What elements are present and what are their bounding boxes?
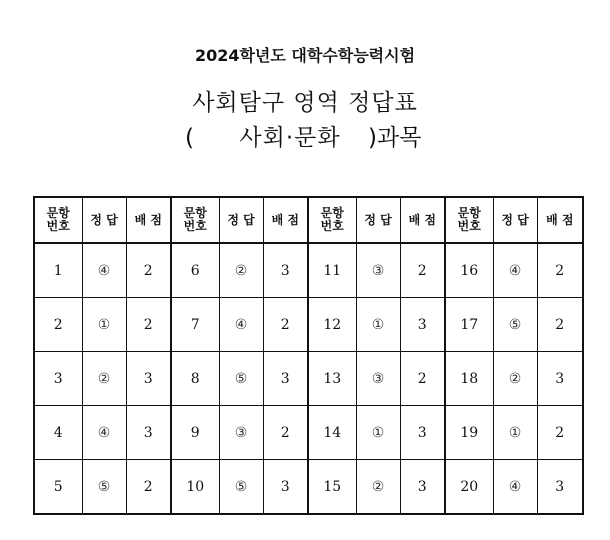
header-answer: 정 답 [356, 197, 400, 243]
answer-cell: ③ [356, 352, 400, 406]
answer-cell: ③ [356, 243, 400, 298]
points-cell: 2 [126, 460, 171, 515]
subject-line [185, 122, 445, 154]
header-points: 배 점 [263, 197, 308, 243]
header-question-number-line2: 번호 [183, 219, 207, 233]
answer-cell: ④ [219, 298, 263, 352]
answer-cell: ① [356, 298, 400, 352]
answer-key-title: 사회탐구 영역 정답표 [192, 90, 418, 116]
header-answer: 정 답 [219, 197, 263, 243]
header-row [34, 197, 583, 243]
header-question-number [445, 197, 493, 243]
points-cell: 3 [537, 460, 583, 515]
question-number-cell: 18 [445, 352, 493, 406]
subject-name: 사회·문화 [239, 125, 341, 151]
answer-cell: ⑤ [219, 352, 263, 406]
points-cell: 2 [263, 406, 308, 460]
table-row [34, 460, 583, 515]
points-cell: 2 [537, 243, 583, 298]
answer-cell: ① [356, 406, 400, 460]
answer-cell: ② [219, 243, 263, 298]
header-question-number-line1: 문항 [46, 206, 70, 220]
subject-paren-open: ( [185, 125, 194, 151]
question-number-cell: 11 [308, 243, 356, 298]
answer-cell: ① [82, 298, 126, 352]
points-cell: 2 [126, 243, 171, 298]
header-question-number-line1: 문항 [183, 206, 207, 220]
answer-cell: ② [493, 352, 537, 406]
header-question-number [171, 197, 219, 243]
question-number-cell: 15 [308, 460, 356, 515]
header-question-number-line1: 문항 [320, 206, 344, 220]
subject-paren-close-label: )과목 [368, 125, 422, 151]
points-cell: 3 [537, 352, 583, 406]
header-question-number-line1: 문항 [457, 206, 481, 220]
points-cell: 2 [126, 298, 171, 352]
points-cell: 2 [400, 243, 445, 298]
points-cell: 3 [263, 243, 308, 298]
question-number-cell: 13 [308, 352, 356, 406]
header-answer: 정 답 [493, 197, 537, 243]
answer-cell: ④ [82, 243, 126, 298]
points-cell: 2 [537, 406, 583, 460]
table-row [34, 352, 583, 406]
question-number-cell: 20 [445, 460, 493, 515]
answer-cell: ⑤ [493, 298, 537, 352]
points-cell: 3 [400, 460, 445, 515]
header-points: 배 점 [126, 197, 171, 243]
points-cell: 2 [400, 352, 445, 406]
header-question-number [308, 197, 356, 243]
table-row [34, 406, 583, 460]
answer-cell: ④ [493, 243, 537, 298]
table-row [34, 298, 583, 352]
header-points: 배 점 [400, 197, 445, 243]
answer-cell: ① [493, 406, 537, 460]
points-cell: 3 [263, 460, 308, 515]
header-question-number-line2: 번호 [320, 219, 344, 233]
answer-cell: ④ [82, 406, 126, 460]
question-number-cell: 9 [171, 406, 219, 460]
points-cell: 3 [400, 298, 445, 352]
answer-key-table [33, 196, 584, 515]
question-number-cell: 8 [171, 352, 219, 406]
points-cell: 3 [400, 406, 445, 460]
answer-cell: ④ [493, 460, 537, 515]
points-cell: 3 [263, 352, 308, 406]
points-cell: 3 [126, 406, 171, 460]
table-row [34, 243, 583, 298]
question-number-cell: 7 [171, 298, 219, 352]
header-points: 배 점 [537, 197, 583, 243]
answer-cell: ② [356, 460, 400, 515]
answer-cell: ② [82, 352, 126, 406]
exam-title: 2024학년도 대학수학능력시험 [194, 46, 416, 65]
question-number-cell: 12 [308, 298, 356, 352]
question-number-cell: 3 [34, 352, 82, 406]
answer-cell: ⑤ [82, 460, 126, 515]
header-question-number [34, 197, 82, 243]
points-cell: 2 [263, 298, 308, 352]
points-cell: 3 [126, 352, 171, 406]
points-cell: 2 [537, 298, 583, 352]
question-number-cell: 17 [445, 298, 493, 352]
question-number-cell: 19 [445, 406, 493, 460]
question-number-cell: 1 [34, 243, 82, 298]
question-number-cell: 14 [308, 406, 356, 460]
question-number-cell: 2 [34, 298, 82, 352]
question-number-cell: 6 [171, 243, 219, 298]
question-number-cell: 5 [34, 460, 82, 515]
header-answer: 정 답 [82, 197, 126, 243]
question-number-cell: 10 [171, 460, 219, 515]
header-question-number-line2: 번호 [457, 219, 481, 233]
question-number-cell: 4 [34, 406, 82, 460]
answer-cell: ③ [219, 406, 263, 460]
answer-cell: ⑤ [219, 460, 263, 515]
question-number-cell: 16 [445, 243, 493, 298]
header-question-number-line2: 번호 [46, 219, 70, 233]
